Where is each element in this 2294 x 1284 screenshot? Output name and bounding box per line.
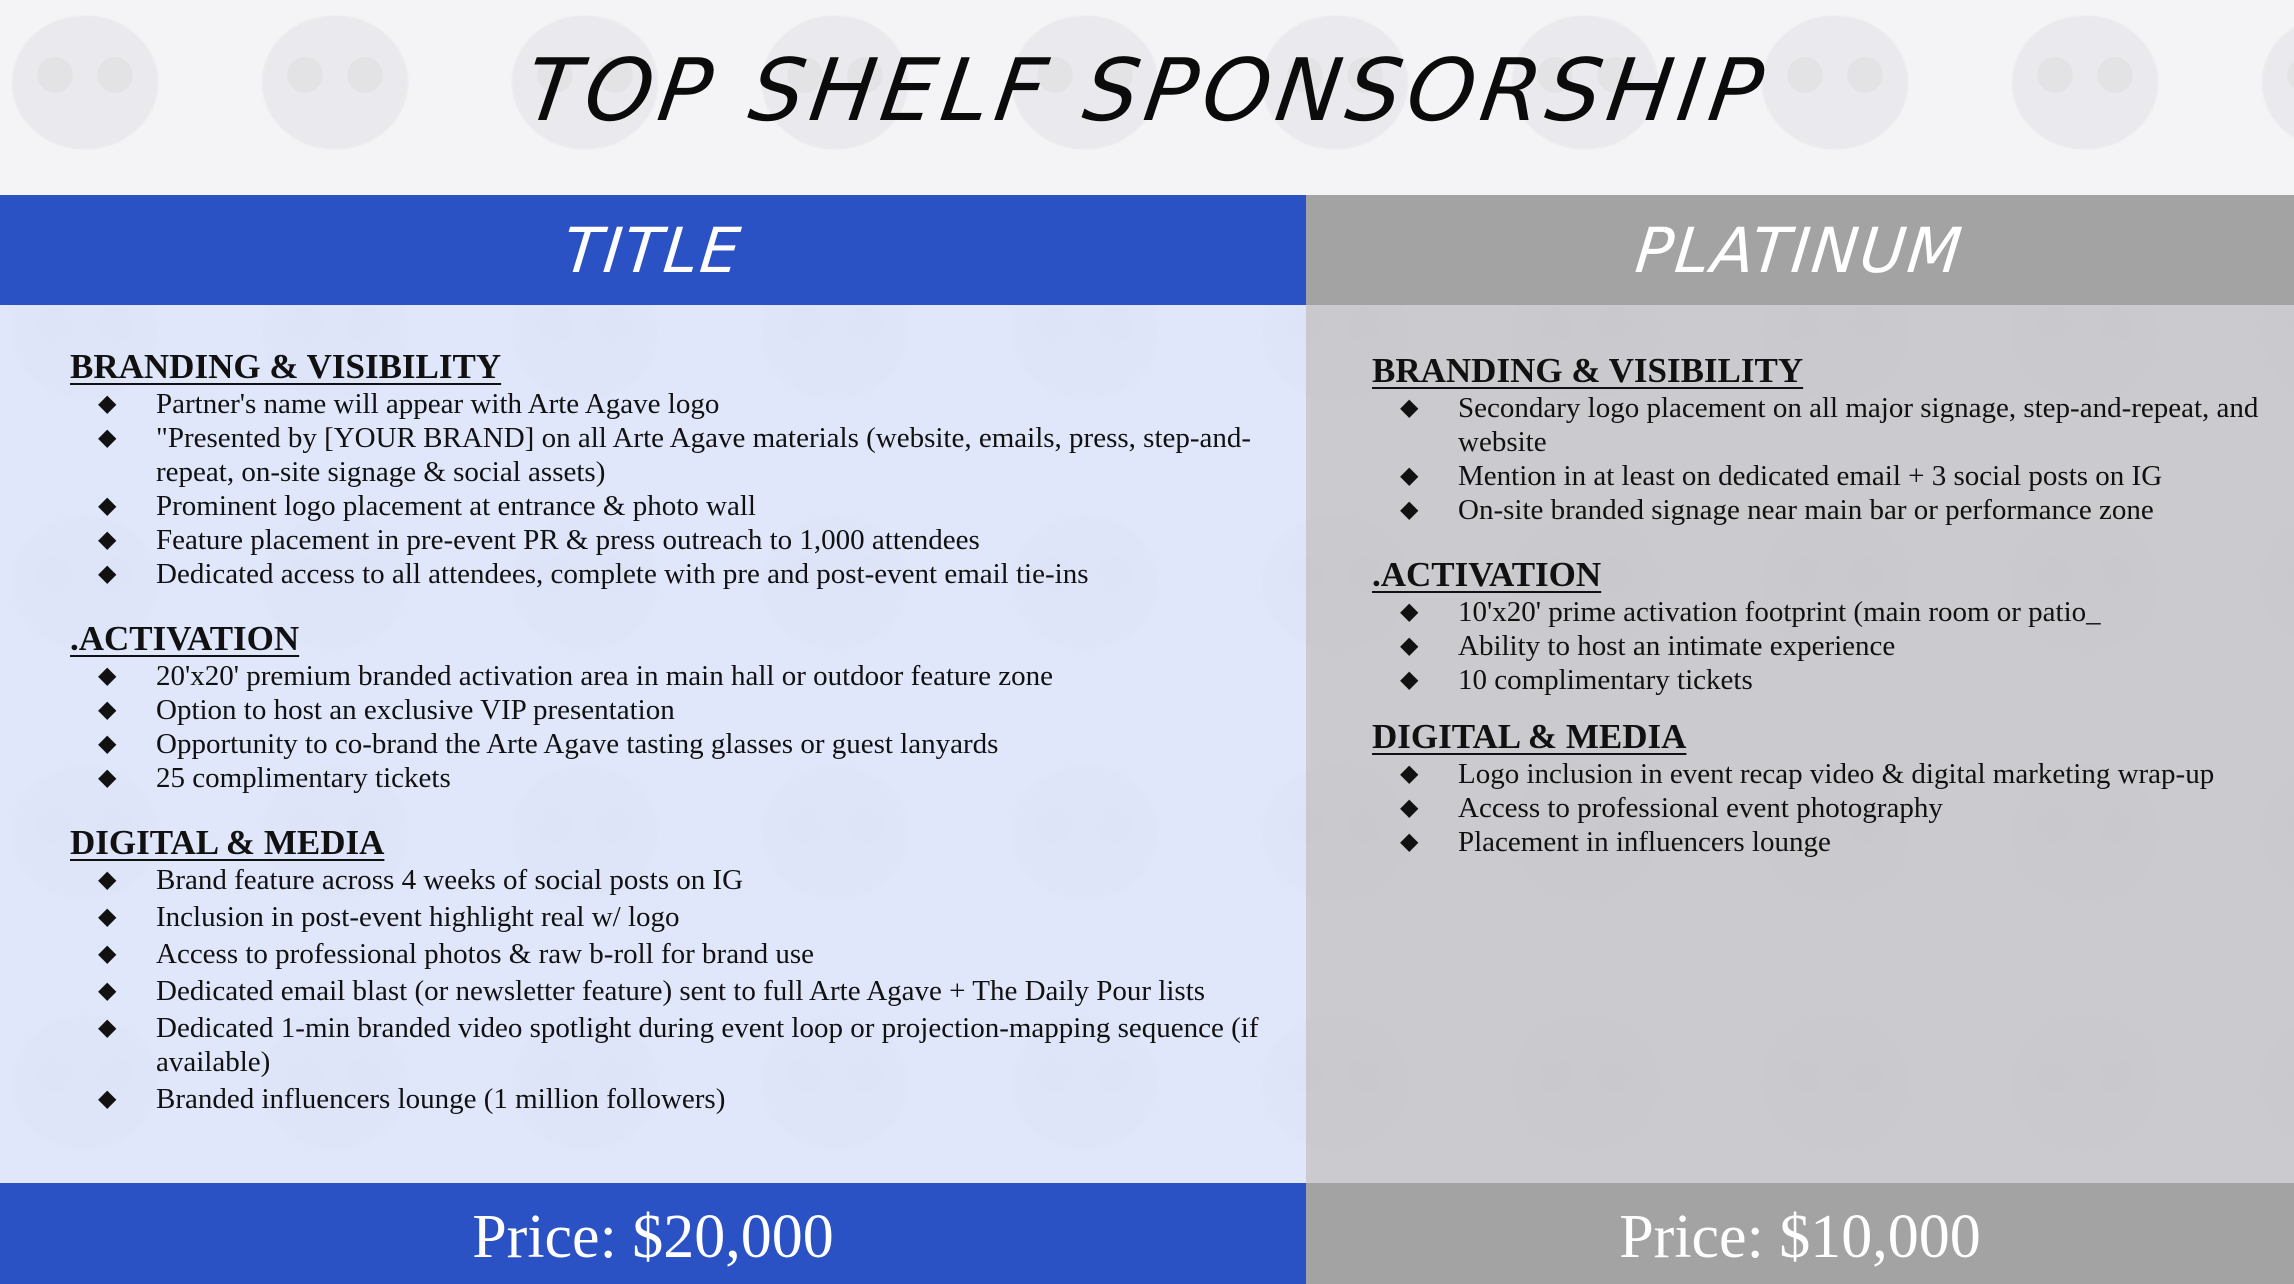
activation-list [1372, 595, 2262, 697]
diamond-bullet-icon: ◆ [98, 663, 117, 689]
diamond-bullet-icon: ◆ [98, 765, 117, 791]
title-tier-name: TITLE [560, 213, 746, 287]
diamond-bullet-icon: ◆ [98, 1086, 117, 1112]
diamond-bullet-icon: ◆ [98, 978, 117, 1004]
list-item: ◆ 20'x20' premium branded activation area in main hall or outdoor feature zone [98, 660, 1054, 692]
list-item: ◆ Branded influencers lounge (1 million followers) [98, 1083, 726, 1115]
platinum-tier-header [1306, 195, 2294, 305]
diamond-bullet-icon: ◆ [98, 697, 117, 723]
list-item: ◆ Ability to host an intimate experience [1400, 630, 1896, 662]
branding-list [70, 387, 1270, 591]
diamond-bullet-icon: ◆ [1400, 667, 1419, 693]
section-heading-branding: BRANDING & VISIBILITY [1372, 351, 1804, 390]
list-item: ◆ Partner's name will appear with Arte Agave logo [98, 388, 720, 420]
list-item: ◆ Opportunity to co-brand the Arte Agave tasting glasses or guest lanyards [98, 728, 999, 760]
diamond-bullet-icon: ◆ [1400, 795, 1419, 821]
diamond-bullet-icon: ◆ [98, 941, 117, 967]
list-item: ◆ Feature placement in pre-event PR & press outreach to 1,000 attendees [98, 524, 980, 556]
diamond-bullet-icon: ◆ [98, 731, 117, 757]
title-tier-column [0, 195, 1306, 1284]
list-item: ◆ Logo inclusion in event recap video & digital marketing wrap-up [1400, 758, 2215, 790]
platinum-tier-name: PLATINUM [1632, 213, 1968, 287]
digital-media-list [70, 863, 1270, 1116]
platinum-tier-body [1306, 305, 2294, 1183]
list-item: ◆ Dedicated access to all attendees, complete with pre and post-event email tie-ins [98, 558, 1089, 590]
platinum-tier-column [1306, 195, 2294, 1284]
list-item: ◆ Dedicated email blast (or newsletter feature) sent to full Arte Agave + The Daily Pour lists [98, 975, 1206, 1007]
diamond-bullet-icon: ◆ [1400, 633, 1419, 659]
list-item: ◆ Mention in at least on dedicated email + 3 social posts on IG [1400, 460, 2163, 492]
digital-media-list [1372, 757, 2262, 859]
section-heading-branding: BRANDING & VISIBILITY [70, 347, 502, 386]
page-title: TOP SHELF SPONSORSHIP [519, 40, 1775, 141]
diamond-bullet-icon: ◆ [98, 527, 117, 553]
list-item: ◆ Dedicated 1-min branded video spotlight during event loop or projection-mapping sequence (if available) [98, 1012, 1259, 1078]
section-heading-activation: .ACTIVATION [70, 619, 300, 658]
list-item: ◆ Secondary logo placement on all major signage, step-and-repeat, and website [1400, 392, 2259, 458]
diamond-bullet-icon: ◆ [98, 904, 117, 930]
title-tier-price: Price: $20,000 [472, 1203, 834, 1271]
diamond-bullet-icon: ◆ [98, 561, 117, 587]
list-item: ◆ Access to professional event photography [1400, 792, 1943, 824]
diamond-bullet-icon: ◆ [98, 1015, 117, 1041]
list-item: ◆ 25 complimentary tickets [98, 762, 451, 794]
platinum-tier-price-bar [1306, 1183, 2294, 1284]
list-item: ◆ "Presented by [YOUR BRAND] on all Arte Agave materials (website, emails, press, step-and-repeat, on-site signage & social assets) [98, 422, 1252, 488]
diamond-bullet-icon: ◆ [1400, 829, 1419, 855]
section-heading-activation: .ACTIVATION [1372, 555, 1602, 594]
diamond-bullet-icon: ◆ [98, 867, 117, 893]
list-item: ◆ 10'x20' prime activation footprint (main room or patio_ [1400, 596, 2101, 628]
activation-list [70, 659, 1270, 795]
diamond-bullet-icon: ◆ [1400, 497, 1419, 523]
diamond-bullet-icon: ◆ [98, 391, 117, 417]
diamond-bullet-icon: ◆ [1400, 463, 1419, 489]
platinum-tier-price: Price: $10,000 [1619, 1203, 1981, 1271]
list-item: ◆ Inclusion in post-event highlight real w/ logo [98, 901, 680, 933]
list-item: ◆ Brand feature across 4 weeks of social posts on IG [98, 864, 744, 896]
title-tier-body [0, 305, 1306, 1183]
title-tier-benefits [70, 347, 1270, 1116]
platinum-tier-benefits [1372, 351, 2262, 859]
page-header [0, 0, 2294, 195]
list-item: ◆ Placement in influencers lounge [1400, 826, 1831, 858]
diamond-bullet-icon: ◆ [1400, 395, 1419, 421]
list-item: ◆ 10 complimentary tickets [1400, 664, 1753, 696]
diamond-bullet-icon: ◆ [98, 425, 117, 451]
list-item: ◆ On-site branded signage near main bar or performance zone [1400, 494, 2154, 526]
title-tier-header [0, 195, 1306, 305]
list-item: ◆ Option to host an exclusive VIP presentation [98, 694, 675, 726]
diamond-bullet-icon: ◆ [98, 493, 117, 519]
branding-list [1372, 391, 2262, 527]
list-item: ◆ Prominent logo placement at entrance & photo wall [98, 490, 756, 522]
section-heading-digital-media: DIGITAL & MEDIA [1372, 717, 1687, 756]
title-tier-price-bar [0, 1183, 1306, 1284]
diamond-bullet-icon: ◆ [1400, 761, 1419, 787]
list-item: ◆ Access to professional photos & raw b-roll for brand use [98, 938, 814, 970]
diamond-bullet-icon: ◆ [1400, 599, 1419, 625]
section-heading-digital-media: DIGITAL & MEDIA [70, 823, 385, 862]
